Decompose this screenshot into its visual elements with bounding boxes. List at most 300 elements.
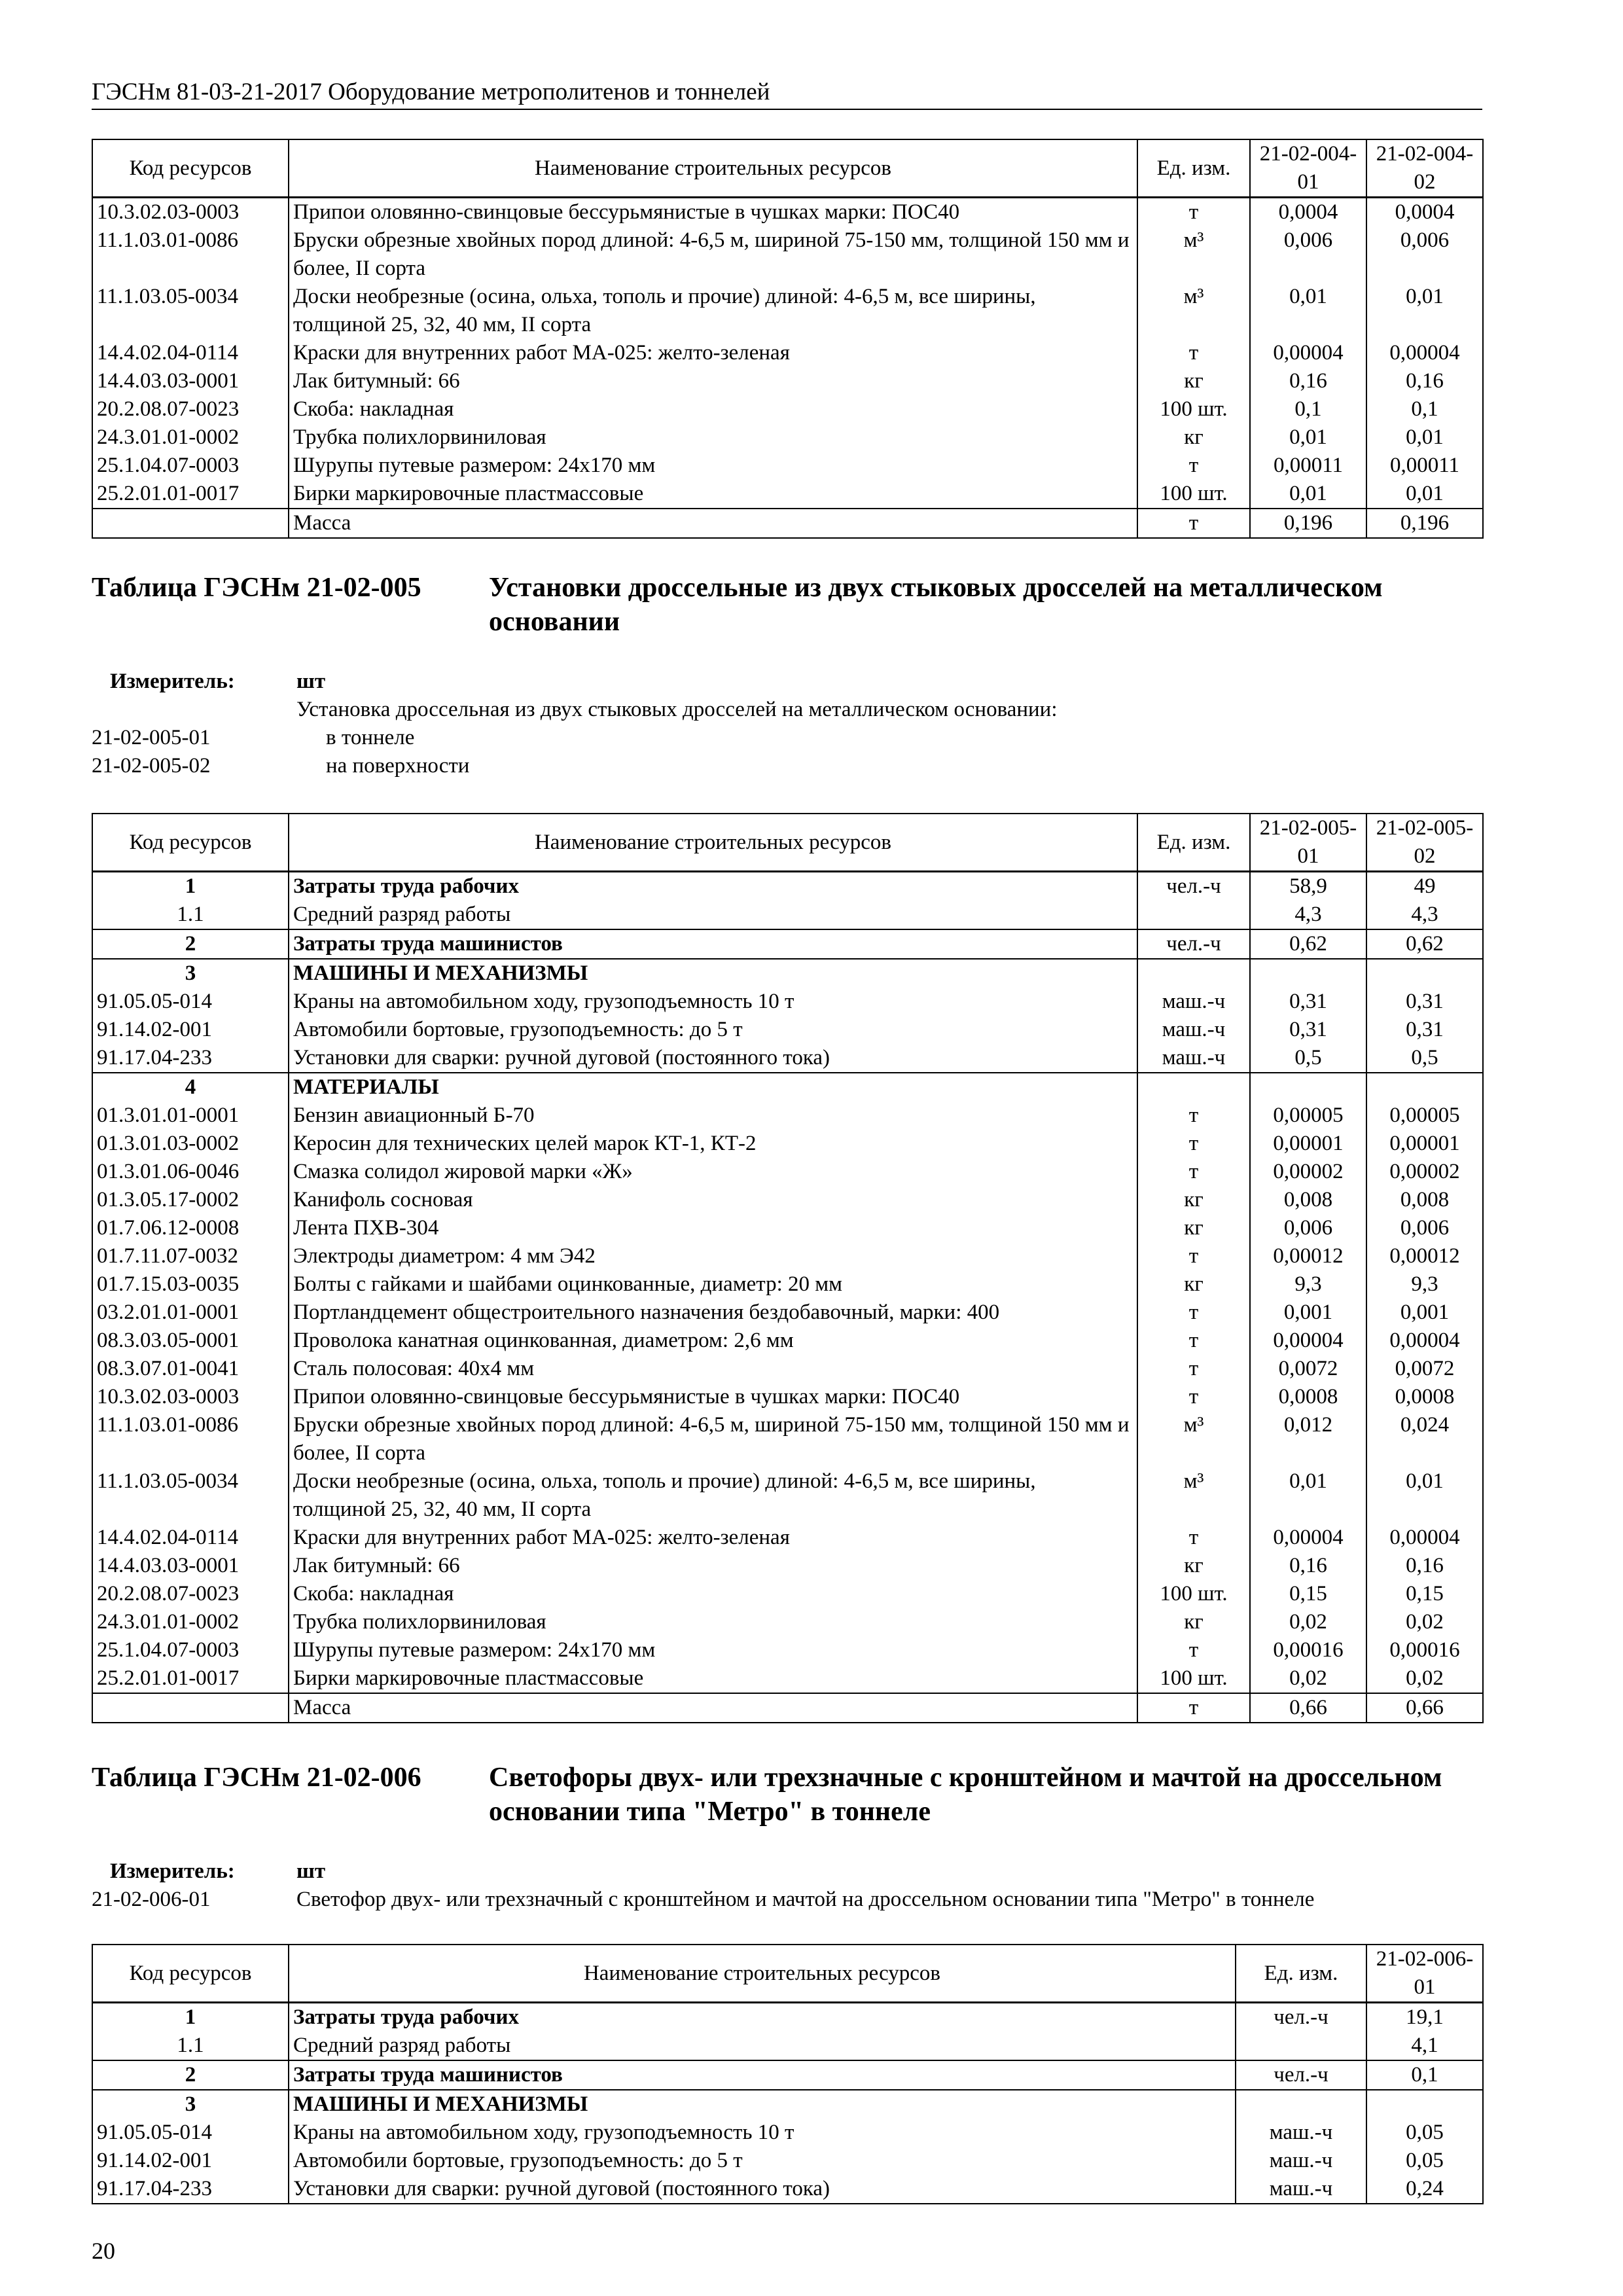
resource-value: 0,15 bbox=[1366, 1580, 1483, 1608]
resource-unit: маш.-ч bbox=[1236, 2175, 1366, 2204]
resource-value: 0,008 bbox=[1250, 1186, 1366, 1214]
variant-text: в тоннеле bbox=[326, 726, 415, 749]
resource-value: 0,02 bbox=[1366, 1664, 1483, 1693]
resource-unit: 100 шт. bbox=[1137, 395, 1250, 423]
resource-unit: т bbox=[1137, 1524, 1250, 1552]
resource-code: 01.7.06.12-0008 bbox=[92, 1214, 289, 1242]
table-row bbox=[92, 1608, 1483, 1636]
table-number: Таблица ГЭСНм 21-02-006 bbox=[92, 1763, 421, 1793]
resource-name: Бруски обрезные хвойных пород длиной: 4-6,5 м, шириной 75-150 мм, толщиной 150 мм и более, II сорта bbox=[289, 1411, 1137, 1467]
resource-unit: кг bbox=[1137, 1270, 1250, 1299]
resource-code: 25.1.04.07-0003 bbox=[92, 1636, 289, 1664]
resource-code: 11.1.03.05-0034 bbox=[92, 1467, 289, 1524]
col-header-variant-1: 21-02-006-01 bbox=[1366, 1945, 1483, 2003]
resource-unit: т bbox=[1137, 1102, 1250, 1130]
resource-value: 0,01 bbox=[1250, 1467, 1366, 1524]
table-row bbox=[92, 1186, 1483, 1214]
resource-unit: т bbox=[1137, 452, 1250, 480]
table-row bbox=[92, 1327, 1483, 1355]
table-row bbox=[92, 339, 1483, 367]
resource-value: 0,0072 bbox=[1250, 1355, 1366, 1383]
resource-value: 0,00001 bbox=[1366, 1130, 1483, 1158]
table-header-row bbox=[92, 1945, 1483, 2003]
resource-value: 0,01 bbox=[1366, 283, 1483, 339]
table-row bbox=[92, 1693, 1483, 1723]
resource-code: 2 bbox=[92, 2060, 289, 2090]
resource-value: 4,1 bbox=[1366, 2032, 1483, 2060]
table-header-row bbox=[92, 139, 1483, 198]
table-row bbox=[92, 2090, 1483, 2119]
resource-value: 0,00005 bbox=[1250, 1102, 1366, 1130]
resource-value: 0,31 bbox=[1250, 1016, 1366, 1044]
resource-code: 1.1 bbox=[92, 2032, 289, 2060]
variant-code: 21-02-005-02 bbox=[92, 754, 211, 778]
resource-name: Скоба: накладная bbox=[289, 395, 1137, 423]
resource-name: Электроды диаметром: 4 мм Э42 bbox=[289, 1242, 1137, 1270]
table-row bbox=[92, 1524, 1483, 1552]
resource-value: 0,006 bbox=[1366, 1214, 1483, 1242]
resource-unit: т bbox=[1137, 339, 1250, 367]
col-header-unit: Ед. изм. bbox=[1137, 814, 1250, 872]
table-row bbox=[92, 1580, 1483, 1608]
resource-name: Бруски обрезные хвойных пород длиной: 4-6,5 м, шириной 75-150 мм, толщиной 150 мм и более, II сорта bbox=[289, 226, 1137, 283]
table-row bbox=[92, 1044, 1483, 1073]
table-row bbox=[92, 2175, 1483, 2204]
col-header-code: Код ресурсов bbox=[92, 1945, 289, 2003]
resource-value: 9,3 bbox=[1366, 1270, 1483, 1299]
resource-code: 4 bbox=[92, 1073, 289, 1102]
table-row bbox=[92, 1214, 1483, 1242]
col-header-variant-1: 21-02-005-01 bbox=[1250, 814, 1366, 872]
resource-value: 0,1 bbox=[1366, 395, 1483, 423]
resource-name: МАТЕРИАЛЫ bbox=[289, 1073, 1137, 1102]
resource-code: 14.4.02.04-0114 bbox=[92, 339, 289, 367]
resource-value bbox=[1250, 959, 1366, 988]
resource-value: 0,1 bbox=[1250, 395, 1366, 423]
resource-value: 0,0008 bbox=[1366, 1383, 1483, 1411]
resource-value: 0,00002 bbox=[1250, 1158, 1366, 1186]
resource-code bbox=[92, 509, 289, 538]
resource-value: 0,00001 bbox=[1250, 1130, 1366, 1158]
resource-value: 0,66 bbox=[1250, 1693, 1366, 1723]
resource-name: Автомобили бортовые, грузоподъемность: до 5 т bbox=[289, 1016, 1137, 1044]
resource-code: 01.3.01.03-0002 bbox=[92, 1130, 289, 1158]
variant-code: 21-02-006-01 bbox=[92, 1888, 211, 1911]
meter-block-21-02-005 bbox=[92, 668, 1482, 780]
resource-value: 0,00012 bbox=[1366, 1242, 1483, 1270]
resource-value: 0,01 bbox=[1366, 1467, 1483, 1524]
resource-value: 0,31 bbox=[1250, 988, 1366, 1016]
meter-label: Измеритель: bbox=[110, 670, 235, 693]
variant-text: Светофор двух- или трехзначный с кронштейном и мачтой на дроссельном основании типа "Метро" в тоннеле bbox=[296, 1888, 1315, 1911]
resource-name: Бирки маркировочные пластмассовые bbox=[289, 1664, 1137, 1693]
resource-code: 24.3.01.01-0002 bbox=[92, 1608, 289, 1636]
resource-unit: кг bbox=[1137, 1552, 1250, 1580]
resource-unit: кг bbox=[1137, 1214, 1250, 1242]
resource-name: Краны на автомобильном ходу, грузоподъемность 10 т bbox=[289, 2119, 1236, 2147]
resource-value: 0,006 bbox=[1250, 226, 1366, 283]
resource-value bbox=[1366, 1073, 1483, 1102]
table-row bbox=[92, 283, 1483, 339]
meter-label: Измеритель: bbox=[110, 1859, 235, 1883]
resource-value: 0,01 bbox=[1250, 480, 1366, 509]
table-caption: Установки дроссельные из двух стыковых дросселей на металлическом основании bbox=[489, 573, 1383, 637]
resource-code: 01.3.01.01-0001 bbox=[92, 1102, 289, 1130]
table-row bbox=[92, 509, 1483, 538]
resource-name: Установки для сварки: ручной дуговой (постоянного тока) bbox=[289, 2175, 1236, 2204]
resource-value: 0,62 bbox=[1366, 929, 1483, 959]
resource-code: 25.1.04.07-0003 bbox=[92, 452, 289, 480]
resource-unit: т bbox=[1137, 1693, 1250, 1723]
resource-unit: т bbox=[1137, 1383, 1250, 1411]
resource-value: 0,05 bbox=[1366, 2147, 1483, 2175]
resource-value: 0,00016 bbox=[1366, 1636, 1483, 1664]
resource-value: 0,00004 bbox=[1366, 1327, 1483, 1355]
resource-unit: маш.-ч bbox=[1236, 2147, 1366, 2175]
resource-name: Краны на автомобильном ходу, грузоподъемность 10 т bbox=[289, 988, 1137, 1016]
resource-value: 0,00005 bbox=[1366, 1102, 1483, 1130]
col-header-variant-2: 21-02-004-02 bbox=[1366, 139, 1483, 198]
resource-code: 1 bbox=[92, 2003, 289, 2032]
resource-unit: м³ bbox=[1137, 226, 1250, 283]
resource-name: Шурупы путевые размером: 24х170 мм bbox=[289, 452, 1137, 480]
col-header-name: Наименование строительных ресурсов bbox=[289, 139, 1137, 198]
resource-value: 0,15 bbox=[1250, 1580, 1366, 1608]
resource-value: 49 bbox=[1366, 872, 1483, 901]
resource-name: Сталь полосовая: 40х4 мм bbox=[289, 1355, 1137, 1383]
resource-value: 0,00011 bbox=[1366, 452, 1483, 480]
table-row bbox=[92, 1355, 1483, 1383]
resource-name: Проволока канатная оцинкованная, диаметром: 2,6 мм bbox=[289, 1327, 1137, 1355]
resource-name: Затраты труда машинистов bbox=[289, 929, 1137, 959]
resource-name: МАШИНЫ И МЕХАНИЗМЫ bbox=[289, 959, 1137, 988]
resource-value: 0,05 bbox=[1366, 2119, 1483, 2147]
resource-value: 9,3 bbox=[1250, 1270, 1366, 1299]
resource-value: 0,00011 bbox=[1250, 452, 1366, 480]
resource-code: 91.17.04-233 bbox=[92, 1044, 289, 1073]
resource-unit: маш.-ч bbox=[1137, 1016, 1250, 1044]
resource-unit: т bbox=[1137, 509, 1250, 538]
resource-value: 0,196 bbox=[1366, 509, 1483, 538]
resource-value: 0,1 bbox=[1366, 2060, 1483, 2090]
table-caption: Светофоры двух- или трехзначные с кронштейном и мачтой на дроссельном основании типа "Метро" в тоннеле bbox=[489, 1763, 1442, 1827]
table-header-row bbox=[92, 814, 1483, 872]
resource-value: 0,00002 bbox=[1366, 1158, 1483, 1186]
resource-unit: 100 шт. bbox=[1137, 480, 1250, 509]
table-row bbox=[92, 423, 1483, 452]
resource-unit: т bbox=[1137, 1299, 1250, 1327]
page-number: 20 bbox=[92, 2238, 115, 2264]
table-row bbox=[92, 1130, 1483, 1158]
resource-code: 1.1 bbox=[92, 901, 289, 929]
resource-unit: т bbox=[1137, 1158, 1250, 1186]
variant-text: на поверхности bbox=[326, 754, 470, 778]
resource-value: 0,008 bbox=[1366, 1186, 1483, 1214]
resource-unit bbox=[1236, 2090, 1366, 2119]
table-row bbox=[92, 1636, 1483, 1664]
meter-block-21-02-006 bbox=[92, 1857, 1482, 1914]
resource-value: 0,16 bbox=[1250, 1552, 1366, 1580]
resource-code: 91.05.05-014 bbox=[92, 988, 289, 1016]
table-row bbox=[92, 480, 1483, 509]
table-number: Таблица ГЭСНм 21-02-005 bbox=[92, 573, 421, 603]
table-row bbox=[92, 2003, 1483, 2032]
resource-unit: 100 шт. bbox=[1137, 1580, 1250, 1608]
resource-name: Масса bbox=[289, 1693, 1137, 1723]
col-header-code: Код ресурсов bbox=[92, 139, 289, 198]
resource-value: 0,0008 bbox=[1250, 1383, 1366, 1411]
col-header-variant-1: 21-02-004-01 bbox=[1250, 139, 1366, 198]
resource-unit: кг bbox=[1137, 367, 1250, 395]
resource-name: Доски необрезные (осина, ольха, тополь и прочие) длиной: 4-6,5 м, все ширины, толщиной 25, 32, 40 мм, II сорта bbox=[289, 283, 1137, 339]
resource-value: 0,31 bbox=[1366, 988, 1483, 1016]
resource-value: 0,02 bbox=[1250, 1664, 1366, 1693]
table-row bbox=[92, 1383, 1483, 1411]
resource-value: 0,16 bbox=[1366, 1552, 1483, 1580]
table-row bbox=[92, 1299, 1483, 1327]
resource-value: 0,00004 bbox=[1366, 339, 1483, 367]
resource-unit: т bbox=[1137, 198, 1250, 227]
resource-unit bbox=[1137, 1073, 1250, 1102]
resource-name: Скоба: накладная bbox=[289, 1580, 1137, 1608]
resource-code: 11.1.03.01-0086 bbox=[92, 1411, 289, 1467]
meter-value: шт bbox=[296, 1859, 326, 1883]
table-row bbox=[92, 2060, 1483, 2090]
resource-value bbox=[1250, 1073, 1366, 1102]
table-row bbox=[92, 2147, 1483, 2175]
resource-name: Трубка полихлорвиниловая bbox=[289, 423, 1137, 452]
resource-name: Трубка полихлорвиниловая bbox=[289, 1608, 1137, 1636]
table-row bbox=[92, 1102, 1483, 1130]
table-row bbox=[92, 901, 1483, 929]
table-row bbox=[92, 395, 1483, 423]
resource-unit: маш.-ч bbox=[1236, 2119, 1366, 2147]
resource-unit: т bbox=[1137, 1355, 1250, 1383]
resource-unit: м³ bbox=[1137, 283, 1250, 339]
resource-name: Бирки маркировочные пластмассовые bbox=[289, 480, 1137, 509]
resource-value: 0,5 bbox=[1250, 1044, 1366, 1073]
resource-name: Затраты труда машинистов bbox=[289, 2060, 1236, 2090]
resource-unit: маш.-ч bbox=[1137, 988, 1250, 1016]
resource-name: Керосин для технических целей марок КТ-1, КТ-2 bbox=[289, 1130, 1137, 1158]
resource-code: 11.1.03.01-0086 bbox=[92, 226, 289, 283]
resource-unit bbox=[1137, 959, 1250, 988]
resource-code: 1 bbox=[92, 872, 289, 901]
resource-code: 08.3.03.05-0001 bbox=[92, 1327, 289, 1355]
resource-unit: чел.-ч bbox=[1236, 2003, 1366, 2032]
resource-code: 25.2.01.01-0017 bbox=[92, 1664, 289, 1693]
resource-value: 4,3 bbox=[1250, 901, 1366, 929]
resource-value: 0,16 bbox=[1250, 367, 1366, 395]
resource-value: 0,62 bbox=[1250, 929, 1366, 959]
resource-value: 0,006 bbox=[1250, 1214, 1366, 1242]
resource-value: 0,16 bbox=[1366, 367, 1483, 395]
resource-name: Автомобили бортовые, грузоподъемность: до 5 т bbox=[289, 2147, 1236, 2175]
resource-unit: кг bbox=[1137, 1608, 1250, 1636]
resource-name: Затраты труда рабочих bbox=[289, 872, 1137, 901]
resource-value: 0,00012 bbox=[1250, 1242, 1366, 1270]
col-header-unit: Ед. изм. bbox=[1137, 139, 1250, 198]
resource-unit: т bbox=[1137, 1242, 1250, 1270]
resource-value: 0,00004 bbox=[1366, 1524, 1483, 1552]
resources-table-21-02-006 bbox=[92, 1944, 1484, 2204]
table-row bbox=[92, 452, 1483, 480]
table-row bbox=[92, 1016, 1483, 1044]
resource-name: Доски необрезные (осина, ольха, тополь и прочие) длиной: 4-6,5 м, все ширины, толщиной 25, 32, 40 мм, II сорта bbox=[289, 1467, 1137, 1524]
resource-code: 10.3.02.03-0003 bbox=[92, 1383, 289, 1411]
meter-value: шт bbox=[296, 670, 326, 693]
col-header-unit: Ед. изм. bbox=[1236, 1945, 1366, 2003]
table-row bbox=[92, 2032, 1483, 2060]
col-header-variant-2: 21-02-005-02 bbox=[1366, 814, 1483, 872]
table-row bbox=[92, 872, 1483, 901]
resource-value: 19,1 bbox=[1366, 2003, 1483, 2032]
resource-unit bbox=[1236, 2032, 1366, 2060]
resource-code: 20.2.08.07-0023 bbox=[92, 395, 289, 423]
resource-name: Канифоль сосновая bbox=[289, 1186, 1137, 1214]
resource-name: Болты с гайками и шайбами оцинкованные, диаметр: 20 мм bbox=[289, 1270, 1137, 1299]
resource-value: 0,5 bbox=[1366, 1044, 1483, 1073]
resource-code: 01.3.05.17-0002 bbox=[92, 1186, 289, 1214]
col-header-name: Наименование строительных ресурсов bbox=[289, 814, 1137, 872]
resource-code: 11.1.03.05-0034 bbox=[92, 283, 289, 339]
resource-name: Лак битумный: 66 bbox=[289, 1552, 1137, 1580]
resource-name: Затраты труда рабочих bbox=[289, 2003, 1236, 2032]
resource-value: 0,01 bbox=[1250, 423, 1366, 452]
table-row bbox=[92, 1467, 1483, 1524]
resource-value: 0,0004 bbox=[1250, 198, 1366, 227]
resource-value: 0,01 bbox=[1250, 283, 1366, 339]
resource-value: 0,001 bbox=[1366, 1299, 1483, 1327]
table-row bbox=[92, 1270, 1483, 1299]
resource-code: 3 bbox=[92, 2090, 289, 2119]
resource-code: 10.3.02.03-0003 bbox=[92, 198, 289, 227]
resource-unit: м³ bbox=[1137, 1467, 1250, 1524]
resource-value: 0,31 bbox=[1366, 1016, 1483, 1044]
resource-value: 0,196 bbox=[1250, 509, 1366, 538]
table-row bbox=[92, 1552, 1483, 1580]
resource-code: 3 bbox=[92, 959, 289, 988]
col-header-code: Код ресурсов bbox=[92, 814, 289, 872]
resource-name: Средний разряд работы bbox=[289, 2032, 1236, 2060]
table-row bbox=[92, 1664, 1483, 1693]
resource-value: 0,66 bbox=[1366, 1693, 1483, 1723]
resource-code: 01.7.15.03-0035 bbox=[92, 1270, 289, 1299]
resource-value: 0,02 bbox=[1250, 1608, 1366, 1636]
resource-name: Припои оловянно-свинцовые бессурьмянистые в чушках марки: ПОС40 bbox=[289, 1383, 1137, 1411]
resource-unit: маш.-ч bbox=[1137, 1044, 1250, 1073]
resource-value: 4,3 bbox=[1366, 901, 1483, 929]
resource-code: 03.2.01.01-0001 bbox=[92, 1299, 289, 1327]
resource-unit: чел.-ч bbox=[1137, 929, 1250, 959]
resource-code: 01.3.01.06-0046 bbox=[92, 1158, 289, 1186]
running-header: ГЭСНм 81-03-21-2017 Оборудование метрополитенов и тоннелей bbox=[92, 77, 1482, 110]
resource-unit bbox=[1137, 901, 1250, 929]
resources-table-21-02-004 bbox=[92, 139, 1484, 539]
resource-value bbox=[1366, 959, 1483, 988]
resource-name: Лента ПХВ-304 bbox=[289, 1214, 1137, 1242]
resource-name: Бензин авиационный Б-70 bbox=[289, 1102, 1137, 1130]
resource-value: 58,9 bbox=[1250, 872, 1366, 901]
table-row bbox=[92, 929, 1483, 959]
table-row bbox=[92, 198, 1483, 227]
resource-code: 91.17.04-233 bbox=[92, 2175, 289, 2204]
resource-code: 25.2.01.01-0017 bbox=[92, 480, 289, 509]
resource-value: 0,00016 bbox=[1250, 1636, 1366, 1664]
resource-code: 91.14.02-001 bbox=[92, 2147, 289, 2175]
resource-name: МАШИНЫ И МЕХАНИЗМЫ bbox=[289, 2090, 1236, 2119]
resource-code: 20.2.08.07-0023 bbox=[92, 1580, 289, 1608]
resource-code: 08.3.07.01-0041 bbox=[92, 1355, 289, 1383]
resource-value: 0,0004 bbox=[1366, 198, 1483, 227]
resource-unit: кг bbox=[1137, 423, 1250, 452]
resource-name: Припои оловянно-свинцовые бессурьмянистые в чушках марки: ПОС40 bbox=[289, 198, 1137, 227]
resource-unit: чел.-ч bbox=[1236, 2060, 1366, 2090]
resource-code bbox=[92, 1693, 289, 1723]
resource-unit: т bbox=[1137, 1636, 1250, 1664]
table-row bbox=[92, 1411, 1483, 1467]
table-row bbox=[92, 367, 1483, 395]
resource-value: 0,00004 bbox=[1250, 339, 1366, 367]
resource-name: Масса bbox=[289, 509, 1137, 538]
resource-code: 14.4.02.04-0114 bbox=[92, 1524, 289, 1552]
col-header-name: Наименование строительных ресурсов bbox=[289, 1945, 1236, 2003]
resource-value: 0,24 bbox=[1366, 2175, 1483, 2204]
resource-name: Шурупы путевые размером: 24х170 мм bbox=[289, 1636, 1137, 1664]
resource-name: Краски для внутренних работ МА-025: желто-зеленая bbox=[289, 339, 1137, 367]
resource-unit: м³ bbox=[1137, 1411, 1250, 1467]
resource-code: 2 bbox=[92, 929, 289, 959]
resource-name: Смазка солидол жировой марки «Ж» bbox=[289, 1158, 1137, 1186]
variant-code: 21-02-005-01 bbox=[92, 726, 211, 749]
resource-code: 14.4.03.03-0001 bbox=[92, 367, 289, 395]
resource-value: 0,024 bbox=[1366, 1411, 1483, 1467]
resource-value: 0,0072 bbox=[1366, 1355, 1483, 1383]
resource-code: 91.05.05-014 bbox=[92, 2119, 289, 2147]
table-row bbox=[92, 1073, 1483, 1102]
resource-value: 0,012 bbox=[1250, 1411, 1366, 1467]
resource-value bbox=[1366, 2090, 1483, 2119]
resource-value: 0,006 bbox=[1366, 226, 1483, 283]
resource-value: 0,00004 bbox=[1250, 1327, 1366, 1355]
resource-code: 01.7.11.07-0032 bbox=[92, 1242, 289, 1270]
resource-unit: чел.-ч bbox=[1137, 872, 1250, 901]
variant-description: Установка дроссельная из двух стыковых дросселей на металлическом основании: bbox=[296, 698, 1058, 721]
resource-code: 91.14.02-001 bbox=[92, 1016, 289, 1044]
resource-unit: т bbox=[1137, 1130, 1250, 1158]
table-row bbox=[92, 959, 1483, 988]
resource-code: 14.4.03.03-0001 bbox=[92, 1552, 289, 1580]
table-row bbox=[92, 2119, 1483, 2147]
resource-value: 0,00004 bbox=[1250, 1524, 1366, 1552]
resources-table-21-02-005 bbox=[92, 813, 1484, 1723]
resource-value: 0,01 bbox=[1366, 480, 1483, 509]
resource-unit: 100 шт. bbox=[1137, 1664, 1250, 1693]
resource-name: Портландцемент общестроительного назначения бездобавочный, марки: 400 bbox=[289, 1299, 1137, 1327]
resource-name: Лак битумный: 66 bbox=[289, 367, 1137, 395]
resource-unit: т bbox=[1137, 1327, 1250, 1355]
resource-name: Краски для внутренних работ МА-025: желто-зеленая bbox=[289, 1524, 1137, 1552]
resource-unit: кг bbox=[1137, 1186, 1250, 1214]
table-row bbox=[92, 988, 1483, 1016]
table-row bbox=[92, 1242, 1483, 1270]
table-row bbox=[92, 1158, 1483, 1186]
table-row bbox=[92, 226, 1483, 283]
resource-value: 0,02 bbox=[1366, 1608, 1483, 1636]
resource-name: Средний разряд работы bbox=[289, 901, 1137, 929]
resource-value: 0,01 bbox=[1366, 423, 1483, 452]
resource-value: 0,001 bbox=[1250, 1299, 1366, 1327]
